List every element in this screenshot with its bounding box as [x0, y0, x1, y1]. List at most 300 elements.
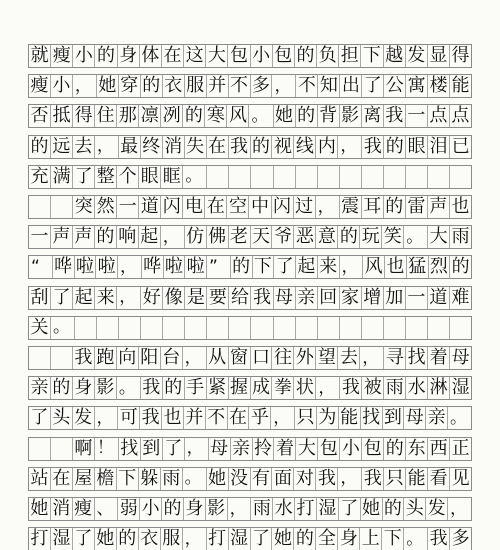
grid-cell: 老 [229, 226, 251, 248]
grid-cell: ， [117, 287, 141, 309]
grid-cell: ， [183, 347, 207, 369]
grid-cell: 从 [207, 347, 229, 369]
grid-cell: ， [95, 136, 119, 158]
grid-cell [97, 317, 119, 339]
grid-cell: 住 [95, 105, 117, 127]
essay-line [28, 225, 472, 249]
grid-cell: 雨 [251, 498, 273, 520]
grid-cell: 跑 [95, 347, 117, 369]
grid-cell: 拎 [253, 438, 275, 460]
grid-cell: 得 [73, 105, 95, 127]
grid-cell: 然 [95, 196, 117, 218]
grid-cell: 去 [338, 347, 360, 369]
grid-cell: 能 [406, 468, 428, 490]
grid-cell: 眼 [139, 166, 161, 188]
grid-cell: 、 [95, 498, 119, 520]
grid-cell: 口 [251, 347, 273, 369]
grid-cell: 我 [229, 136, 251, 158]
grid-cell: 声 [73, 226, 95, 248]
grid-cell: 眶 [161, 166, 183, 188]
grid-cell: 我 [316, 468, 338, 490]
grid-cell: ， [73, 75, 97, 97]
grid-cell: 的 [384, 438, 406, 460]
grid-cell: 她 [272, 528, 294, 550]
grid-cell: 凛 [139, 105, 161, 127]
grid-cell: 多 [451, 528, 470, 550]
grid-cell: 影 [206, 498, 228, 520]
grid-cell: 来 [318, 256, 340, 278]
grid-cell: 的 [296, 105, 318, 127]
grid-cell: 我 [73, 347, 95, 369]
grid-cell: 。 [404, 528, 428, 550]
grid-cell: 湿 [51, 528, 73, 550]
grid-cell: 爷 [272, 226, 294, 248]
grid-cell: 的 [451, 256, 470, 278]
grid-cell: 身 [338, 528, 360, 550]
grid-cell: 台 [161, 347, 183, 369]
grid-cell: 难 [451, 286, 470, 308]
grid-cell: 下 [361, 45, 383, 67]
grid-cell: 。 [249, 105, 273, 127]
grid-cell: 的 [117, 528, 139, 550]
grid-cell: 被 [362, 377, 384, 399]
grid-cell: 手 [185, 377, 207, 399]
grid-cell: 起 [139, 226, 161, 248]
grid-cell: 眼 [406, 136, 428, 158]
grid-cell: 湿 [229, 528, 251, 550]
grid-cell [51, 196, 73, 218]
grid-cell [163, 317, 185, 339]
grid-cell: 中 [249, 196, 271, 218]
grid-cell: 了 [73, 528, 95, 550]
grid-cell: 淋 [428, 377, 450, 399]
grid-cell: 也 [385, 256, 407, 278]
grid-cell: 服 [185, 75, 207, 97]
grid-cell: 家 [340, 287, 362, 309]
grid-cell [274, 166, 296, 188]
grid-cell: 向 [117, 347, 139, 369]
grid-cell [340, 317, 362, 339]
grid-cell: ， [95, 407, 119, 429]
grid-cell: 空 [227, 196, 249, 218]
grid-cell: 包 [228, 45, 250, 67]
grid-cell: 上 [360, 528, 382, 550]
grid-cell: 雨 [451, 226, 470, 248]
grid-cell: 了 [362, 75, 384, 97]
grid-cell: 状 [294, 377, 316, 399]
grid-cell: 亲 [231, 438, 253, 460]
grid-cell: 也 [451, 196, 470, 217]
grid-cell: 到 [383, 407, 405, 429]
essay-line [28, 195, 472, 219]
grid-cell [229, 166, 251, 188]
grid-cell: 身 [184, 498, 206, 520]
grid-cell: 了 [339, 498, 361, 520]
grid-cell: 头 [404, 498, 426, 520]
grid-cell: 只 [295, 407, 317, 429]
grid-cell [29, 438, 51, 460]
essay-line [28, 437, 472, 461]
grid-cell: 影 [95, 377, 117, 399]
essay-line [28, 255, 472, 279]
grid-cell: 身 [73, 377, 95, 399]
grid-cell [384, 166, 406, 188]
grid-cell: 点 [428, 105, 450, 127]
grid-cell [274, 317, 296, 339]
grid-cell: 打 [207, 528, 229, 550]
grid-cell: 找 [119, 438, 141, 460]
grid-cell: 。 [450, 407, 468, 428]
grid-cell: 的 [383, 498, 405, 520]
grid-cell: 我 [384, 105, 406, 127]
grid-cell [428, 166, 450, 188]
grid-cell: 一 [117, 196, 139, 218]
grid-cell: 大 [296, 438, 318, 460]
grid-cell: 去 [73, 136, 95, 158]
grid-cell: 下 [253, 256, 275, 278]
grid-cell: 的 [95, 45, 117, 67]
grid-cell: 满 [51, 166, 73, 188]
grid-cell: 玩 [360, 226, 382, 248]
grid-cell: 她 [207, 468, 229, 490]
grid-cell: 的 [338, 226, 360, 248]
grid-cell: 大 [206, 45, 228, 67]
grid-cell: 了 [274, 256, 296, 278]
grid-cell: 她 [361, 498, 383, 520]
grid-cell [207, 317, 229, 339]
grid-cell: 啊 [73, 438, 95, 460]
grid-cell: 小 [51, 75, 73, 97]
grid-cell: ， [118, 256, 142, 278]
grid-cell: 点 [451, 105, 470, 127]
grid-cell: 来 [95, 287, 117, 309]
grid-cell: 哗 [142, 256, 164, 278]
grid-cell: 充 [29, 166, 51, 188]
grid-cell: ， [338, 136, 362, 158]
grid-cell: 的 [51, 377, 73, 399]
grid-cell: 能 [451, 75, 470, 97]
grid-cell: 要 [207, 287, 229, 309]
grid-cell: 声 [51, 226, 73, 248]
grid-cell: 不 [229, 75, 251, 97]
grid-cell: 越 [384, 45, 406, 67]
grid-cell: 湿 [317, 498, 339, 520]
grid-cell: 一 [406, 287, 428, 309]
essay-line [28, 467, 472, 491]
grid-cell: 看 [428, 468, 450, 490]
grid-cell: 声 [428, 196, 450, 218]
grid-cell: ， [450, 498, 468, 519]
grid-cell: 。 [183, 166, 207, 188]
grid-cell: 的 [162, 498, 184, 520]
grid-cell: 内 [316, 136, 338, 158]
grid-cell: 对 [294, 468, 316, 490]
grid-cell: 回 [318, 287, 340, 309]
grid-cell: 衣 [139, 528, 161, 550]
grid-cell: 的 [141, 75, 163, 97]
grid-cell: 亲 [296, 287, 318, 309]
grid-cell: 小 [140, 498, 162, 520]
essay-line [28, 376, 472, 400]
essay-line [28, 165, 472, 189]
essay-line [28, 316, 472, 340]
grid-cell: 失 [185, 136, 207, 158]
grid-cell: 亲 [426, 407, 448, 429]
grid-cell: 的 [29, 136, 51, 158]
grid-cell: 猛 [407, 256, 429, 278]
grid-cell: 她 [29, 498, 51, 520]
grid-cell: 风 [227, 105, 249, 127]
grid-cell [384, 317, 406, 339]
grid-cell: 啦 [185, 256, 207, 278]
grid-cell: 打 [295, 498, 317, 520]
grid-cell: 在 [228, 407, 250, 429]
grid-cell: 瘦 [51, 45, 73, 67]
grid-cell: ， [338, 468, 362, 490]
grid-cell: 道 [139, 196, 161, 218]
grid-cell: 佛 [207, 226, 229, 248]
grid-cell [185, 317, 207, 339]
grid-cell: 也 [162, 407, 184, 429]
grid-cell: ， [316, 196, 340, 218]
grid-cell: 檐 [95, 468, 117, 490]
grid-cell: 的 [251, 136, 273, 158]
grid-cell: 终 [141, 136, 163, 158]
grid-cell: 只 [384, 468, 406, 490]
grid-cell [251, 317, 273, 339]
grid-cell: 雷 [406, 196, 428, 218]
grid-cell [141, 317, 163, 339]
grid-cell: 了 [73, 166, 95, 188]
grid-cell: 道 [428, 287, 450, 309]
grid-cell: 关 [29, 317, 51, 339]
grid-cell: 电 [183, 196, 205, 218]
grid-cell: 包 [273, 45, 295, 67]
grid-cell [406, 317, 428, 339]
grid-cell: 找 [406, 347, 428, 369]
grid-cell: 母 [404, 407, 426, 429]
grid-cell: 出 [340, 75, 362, 97]
grid-cell: 我 [140, 407, 162, 429]
grid-cell: 负 [317, 45, 339, 67]
grid-cell: 雨 [384, 377, 406, 399]
grid-cell: 我 [340, 377, 362, 399]
grid-cell: 并 [207, 75, 229, 97]
grid-cell [251, 166, 273, 188]
grid-cell: 起 [296, 256, 318, 278]
grid-cell: 打 [29, 528, 51, 550]
grid-cell [428, 317, 450, 339]
essay-line [28, 497, 472, 521]
grid-cell: 头 [51, 407, 73, 429]
grid-cell: 过 [294, 196, 316, 218]
grid-cell: 增 [362, 287, 384, 309]
grid-cell: 为 [317, 407, 339, 429]
grid-cell: 仿 [185, 226, 207, 248]
grid-cell [362, 317, 384, 339]
grid-cell: 刮 [29, 287, 51, 309]
grid-cell: 。 [117, 377, 141, 399]
grid-cell [318, 166, 340, 188]
essay-line [28, 135, 472, 159]
grid-cell: 意 [316, 226, 338, 248]
grid-cell: 闪 [272, 196, 294, 218]
grid-cell: 整 [95, 166, 117, 188]
grid-cell: 是 [185, 287, 207, 309]
grid-cell: 我 [251, 287, 273, 309]
grid-cell: 那 [117, 105, 139, 127]
grid-cell: 了 [163, 438, 185, 460]
grid-cell: 给 [229, 287, 251, 309]
grid-cell: 不 [296, 75, 318, 97]
essay-line [28, 406, 472, 430]
grid-cell: 瘦 [29, 75, 51, 97]
grid-cell: 。 [404, 226, 428, 248]
grid-cell: 担 [339, 45, 361, 67]
grid-cell: 可 [118, 407, 140, 429]
grid-cell: 雨 [161, 468, 183, 490]
grid-cell: 小 [73, 45, 95, 67]
grid-cell: 正 [451, 437, 470, 459]
grid-cell [29, 196, 51, 218]
grid-cell: ” [207, 256, 231, 278]
grid-cell [318, 317, 340, 339]
grid-cell: 得 [451, 45, 470, 66]
grid-cell: 啦 [96, 256, 118, 278]
grid-cell: 消 [163, 136, 185, 158]
grid-cell: 离 [362, 105, 384, 127]
grid-cell: 成 [251, 377, 273, 399]
grid-cell: 最 [119, 136, 141, 158]
grid-cell: 她 [274, 105, 296, 127]
essay-line [28, 286, 472, 310]
grid-cell: 体 [140, 45, 162, 67]
grid-cell: 我 [141, 377, 163, 399]
grid-cell: 否 [29, 105, 51, 127]
grid-cell: 下 [117, 468, 139, 490]
grid-cell [296, 166, 318, 188]
grid-cell: ， [228, 498, 252, 520]
grid-cell: 。 [183, 468, 207, 490]
grid-cell: 个 [117, 166, 139, 188]
essay-line [28, 346, 472, 370]
grid-cell: “ [29, 256, 53, 278]
grid-cell: 远 [51, 136, 73, 158]
grid-cell: 面 [272, 468, 294, 490]
grid-cell: 的 [163, 377, 185, 399]
grid-cell: 冽 [161, 105, 183, 127]
grid-cell: 像 [163, 287, 185, 309]
grid-cell: 寓 [406, 75, 428, 97]
grid-cell: 的 [183, 105, 205, 127]
grid-cell [362, 166, 384, 188]
grid-cell: ， [183, 528, 207, 550]
grid-cell: 烈 [429, 256, 451, 278]
grid-cell: 发 [426, 498, 448, 520]
grid-cell: 视 [272, 136, 294, 158]
grid-cell: 往 [272, 347, 294, 369]
grid-cell [229, 317, 251, 339]
grid-cell: 外 [294, 347, 316, 369]
grid-cell: 的 [384, 196, 406, 218]
essay-line [28, 74, 472, 98]
grid-cell: 没 [229, 468, 251, 490]
essay-line [28, 104, 472, 128]
grid-cell: 不 [206, 407, 228, 429]
grid-cell: 了 [29, 407, 51, 429]
grid-cell: 发 [73, 407, 95, 429]
grid-cell: 我 [362, 136, 384, 158]
grid-cell [340, 166, 362, 188]
grid-cell: 。 [51, 317, 75, 339]
grid-cell: 了 [251, 528, 273, 550]
grid-cell: 并 [184, 407, 206, 429]
grid-cell: 站 [29, 468, 51, 490]
grid-cell: 显 [428, 45, 450, 67]
grid-cell [119, 317, 141, 339]
grid-cell: 发 [406, 45, 428, 67]
grid-cell: 亲 [29, 377, 51, 399]
grid-cell: 母 [209, 438, 231, 460]
grid-cell: 拳 [272, 377, 294, 399]
grid-cell: 能 [339, 407, 361, 429]
grid-cell: 寒 [205, 105, 227, 127]
grid-cell: 抵 [51, 105, 73, 127]
grid-cell: ！ [95, 438, 119, 460]
grid-cell: ， [185, 438, 209, 460]
grid-cell: 见 [451, 467, 470, 489]
grid-cell: 哗 [53, 256, 75, 278]
grid-cell: 屋 [73, 468, 95, 490]
grid-cell: ， [272, 75, 296, 97]
grid-cell: 的 [95, 226, 117, 248]
grid-cell: 我 [362, 468, 384, 490]
grid-cell: 笑 [382, 226, 404, 248]
grid-cell: 在 [205, 196, 227, 218]
grid-cell [75, 317, 97, 339]
grid-cell: 下 [382, 528, 404, 550]
grid-cell: 的 [295, 45, 317, 67]
grid-cell [51, 347, 73, 369]
grid-cell: 加 [384, 287, 406, 309]
grid-cell: 在 [51, 468, 73, 490]
grid-cell: 了 [51, 287, 73, 309]
grid-cell: 就 [29, 45, 51, 67]
grid-cell: 衣 [163, 75, 185, 97]
grid-cell: 握 [229, 377, 251, 399]
grid-cell: 着 [428, 347, 450, 369]
grid-cell [29, 347, 51, 369]
grid-cell: 楼 [428, 75, 450, 97]
grid-cell: 望 [316, 347, 338, 369]
grid-cell: 弱 [118, 498, 140, 520]
grid-cell: 东 [406, 438, 428, 460]
grid-cell: 有 [251, 468, 273, 490]
grid-cell: 服 [161, 528, 183, 550]
grid-cell: 包 [362, 438, 384, 460]
grid-cell: 紧 [207, 377, 229, 399]
grid-cell: ， [360, 347, 384, 369]
grid-cell: ， [161, 226, 185, 248]
grid-cell: 在 [207, 136, 229, 158]
grid-cell: 响 [117, 226, 139, 248]
grid-cell: ， [340, 256, 364, 278]
grid-cell: 背 [318, 105, 340, 127]
grid-cell: 这 [184, 45, 206, 67]
grid-cell: 突 [73, 196, 95, 218]
grid-cell: 寻 [384, 347, 406, 369]
grid-cell [51, 438, 73, 460]
